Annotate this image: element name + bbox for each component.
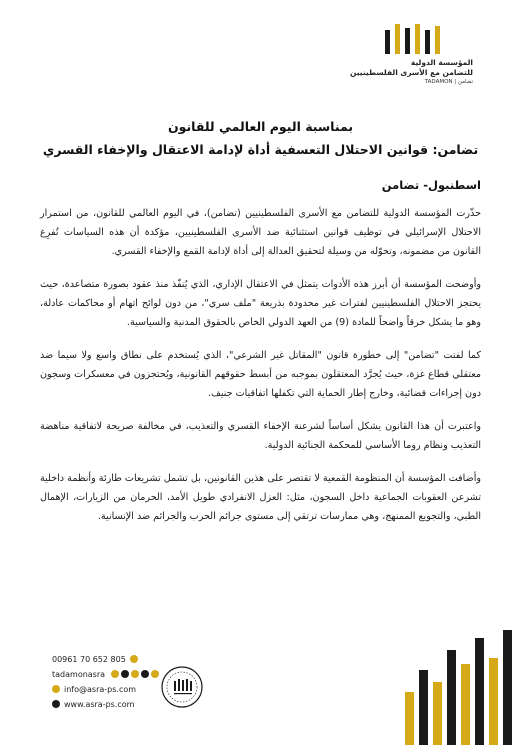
logo-brand-en: TADAMON bbox=[424, 79, 453, 85]
article-body bbox=[40, 178, 481, 540]
contact-social bbox=[52, 667, 252, 681]
email-link[interactable]: info@asra-ps.com bbox=[64, 684, 137, 694]
organization-seal-icon bbox=[160, 665, 204, 709]
logo-bars-icon bbox=[383, 22, 445, 56]
social-icons bbox=[111, 670, 159, 678]
logo-org-name-1: المؤسسة الدولية bbox=[410, 58, 473, 67]
web-icon bbox=[52, 700, 60, 708]
paragraph: حذّرت المؤسسة الدولية للتضامن مع الأسرى الفلسطينيين (تضامن)، في اليوم العالمي للقانون، من استمرار الاحتلال الإسرائيلي في توظيف قوانين استثنائية ضد الأسرى الفلسطينيين، مؤكدة أن هذه السياسات تُفرِغ القانون من مضمونه، وتحوّله من وسيلة لتحقيق العدالة إلى أداة لإدامة القمع والإخفاء القسري. bbox=[40, 208, 481, 257]
decorative-bars-icon bbox=[401, 630, 521, 745]
logo-brand-ar: تضامن bbox=[457, 79, 473, 85]
social-handle[interactable]: tadamonasra bbox=[52, 669, 106, 679]
tiktok-icon[interactable] bbox=[121, 670, 129, 678]
page-title: تضامن: قوانين الاحتلال التعسفية أداة لإدامة الاعتقال والإخفاء القسري bbox=[42, 142, 479, 157]
paragraph: كما لفتت "تضامن" إلى خطورة قانون "المقاتل غير الشرعي"، الذي يُستخدم على نطاق واسع ولا سيما ضد معتقلي قطاع غزة، حيث يُجرَّد المعتقلون بموجبه من أبسط حقوقهم القانونية، ويُحتجزون في معسكرات وسجون دون إجراءات قضائية، وخارج إطار الحماية التي تكفلها اتفاقيات جنيف. bbox=[40, 350, 481, 399]
x-icon[interactable] bbox=[141, 670, 149, 678]
logo-org-name-2: للتضامن مع الأسرى الفلسطينيين bbox=[350, 68, 473, 77]
phone-number[interactable]: 00961 70 652 805 bbox=[52, 654, 126, 664]
title-block bbox=[30, 118, 491, 160]
website-link[interactable]: www.asra-ps.com bbox=[64, 699, 135, 709]
paragraph: واعتبرت أن هذا القانون يشكل أساساً لشرعنة الإخفاء القسري والتعذيب، في مخالفة صريحة لاتفاقية مناهضة التعذيب ونظام روما الأساسي للمحكمة الجنائية الدولية. bbox=[40, 421, 481, 451]
contact-email bbox=[52, 682, 252, 696]
paragraph: وأوضحت المؤسسة أن أبرز هذه الأدوات يتمثل في الاعتقال الإداري، الذي يُنفّذ منذ عقود بصورة متصاعدة، حيث يحتجز الاحتلال الفلسطينيين لفترات غير محدودة بذريعة "ملف سري"، من دون لوائح اتهام أو محاكمات عادلة، وهو ما يشكل خرقاً واضحاً للمادة (9) من العهد الدولي الخاص بالحقوق المدنية والسياسية. bbox=[40, 279, 481, 328]
paragraph: وأضافت المؤسسة أن المنظومة القمعية لا تقتصر على هذين القانونين، بل تشمل تشريعات طارئة وأنظمة داخلية تشرعن العقوبات الجماعية داخل السجون، مثل: العزل الانفرادي طويل الأمد، الحرمان من الزيارات، الإهمال الطبي، والتجويع الممنهج، وهي ممارسات ترتقي إلى مستوى جرائم الحرب والجرائم ضد الإنسانية. bbox=[40, 473, 481, 522]
contact-web bbox=[52, 697, 252, 711]
organization-logo: المؤسسة الدولية للتضامن مع الأسرى الفلسطينيين TADAMON | تضامن bbox=[343, 22, 473, 92]
email-icon bbox=[52, 685, 60, 693]
footer-contacts bbox=[52, 652, 252, 712]
whatsapp-icon bbox=[130, 655, 138, 663]
facebook-icon[interactable] bbox=[151, 670, 159, 678]
subtitle: بمناسبة اليوم العالمي للقانون bbox=[167, 119, 354, 134]
instagram-icon[interactable] bbox=[111, 670, 119, 678]
contact-phone bbox=[52, 652, 252, 666]
dateline: اسطنبول- تضامن bbox=[381, 178, 481, 192]
youtube-icon[interactable] bbox=[131, 670, 139, 678]
